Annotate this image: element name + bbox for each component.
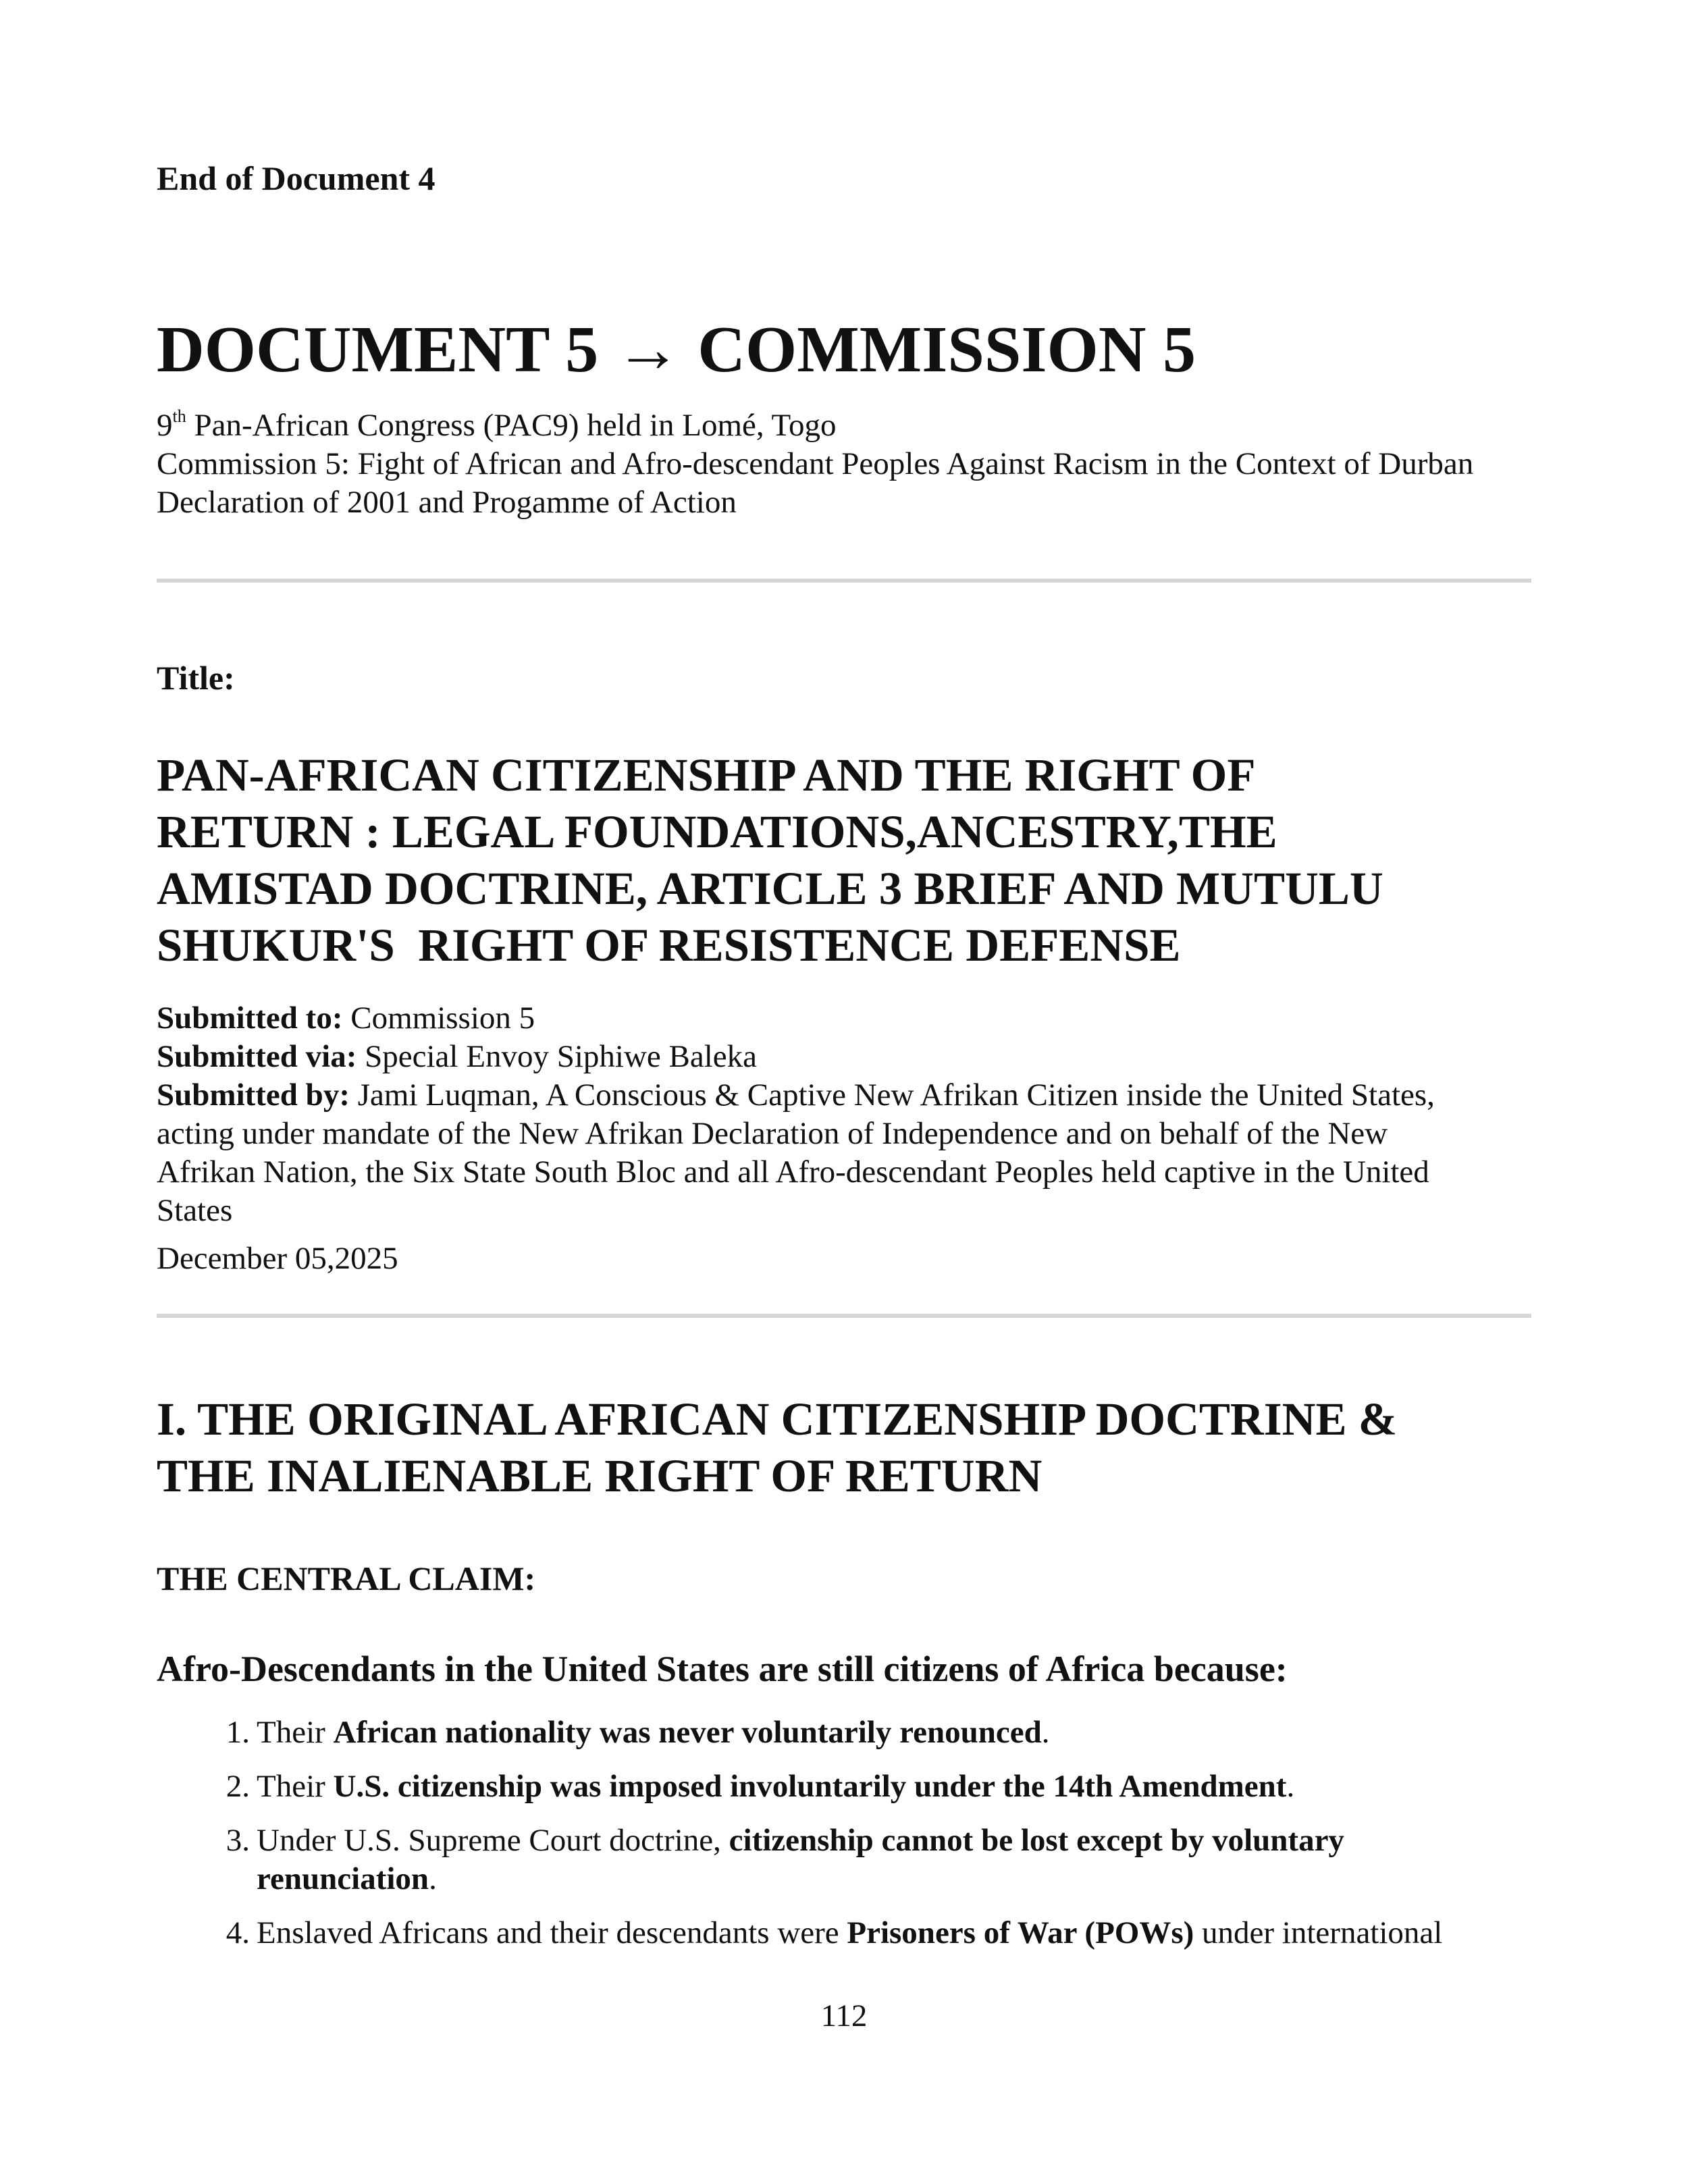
list-item-text-end: under international [1194,1915,1443,1950]
commission-line-2: Declaration of 2001 and Progamme of Action [157,485,737,520]
list-item-text-bold: citizenship cannot be lost except by voluntary [729,1823,1344,1858]
page-number: 112 [820,1998,868,2033]
list-item-text [257,1821,1344,1860]
submitted-via-value: Special Envoy Siphiwe Baleka [357,1039,757,1074]
section-title [157,1391,1397,1504]
list-item-text-end: . [1041,1715,1050,1750]
list-item-text [257,1713,1050,1752]
main-title-line-1: PAN-AFRICAN CITIZENSHIP AND THE RIGHT OF [157,749,1256,801]
title-label: Title: [157,659,235,697]
list-item-number: 4. [226,1915,250,1950]
submitted-by-label: Submitted by: [157,1077,350,1113]
submitted-to-value: Commission 5 [342,1001,535,1036]
submitted-via-label: Submitted via: [157,1039,357,1074]
list-item-text-bold: African nationality was never voluntarily renounced [333,1715,1042,1750]
list-item-number: 2. [226,1769,250,1804]
horizontal-divider-1 [157,579,1531,583]
section-title-line-2: THE INALIENABLE RIGHT OF RETURN [157,1450,1043,1501]
submitted-by-value-1: Jami Luqman, A Conscious & Captive New Afrikan Citizen inside the United States, [349,1077,1435,1113]
list-item-text [257,1860,437,1898]
section-title-line-1: I. THE ORIGINAL AFRICAN CITIZENSHIP DOCTRINE & [157,1393,1398,1445]
document-title: DOCUMENT 5 → COMMISSION 5 [157,313,1196,386]
list-item-number: 3. [226,1823,250,1858]
main-title-line-4: SHUKUR'S RIGHT OF RESISTENCE DEFENSE [157,920,1181,971]
end-of-document-label: End of Document 4 [157,159,436,197]
submitted-by-line-3: Afrikan Nation, the Six State South Bloc and all Afro-descendant Peoples held captive in the United [157,1154,1429,1190]
horizontal-divider-2 [157,1314,1531,1318]
submitted-via-line [157,1038,757,1076]
submitted-by-line-1 [157,1076,1435,1115]
main-title-line-3: AMISTAD DOCTRINE, ARTICLE 3 BRIEF AND MUTULU [157,863,1383,914]
list-item-number: 1. [226,1715,250,1750]
main-title [157,747,1531,974]
congress-ordinal: 9 [157,408,173,443]
central-claim-heading: THE CENTRAL CLAIM: [157,1560,536,1597]
congress-text: Pan-African Congress (PAC9) held in Lomé, Togo [186,408,837,443]
submitted-to-label: Submitted to: [157,1001,343,1036]
list-item-text-plain: Their [257,1715,334,1750]
congress-line [157,406,836,445]
commission-line-1: Commission 5: Fight of African and Afro-descendant Peoples Against Racism in the Context of Durban [157,446,1474,481]
submitted-by-line-2: acting under mandate of the New Afrikan Declaration of Independence and on behalf of the New [157,1116,1388,1151]
congress-ordinal-suffix: th [172,406,186,426]
list-item-text [257,1914,1442,1952]
list-item-text-plain: Their [257,1769,334,1804]
submitted-to-line [157,999,535,1038]
list-item-text-plain: Enslaved Africans and their descendants were [257,1915,847,1950]
list-item-text-plain: Under U.S. Supreme Court doctrine, [257,1823,729,1858]
list-item-text-end: . [1286,1769,1295,1804]
list-item-text-end: . [429,1861,437,1896]
central-claim-subheading: Afro-Descendants in the United States are still citizens of Africa because: [157,1649,1288,1689]
list-item-text-bold: renunciation [257,1861,429,1896]
list-item-text-bold: U.S. citizenship was imposed involuntarily under the 14th Amendment [333,1769,1287,1804]
main-title-line-2: RETURN : LEGAL FOUNDATIONS,ANCESTRY,THE [157,806,1277,857]
list-item-text-bold: Prisoners of War (POWs) [847,1915,1194,1950]
list-item-text [257,1767,1294,1806]
submission-date: December 05,2025 [157,1241,398,1276]
submitted-by-line-4: States [157,1193,233,1228]
